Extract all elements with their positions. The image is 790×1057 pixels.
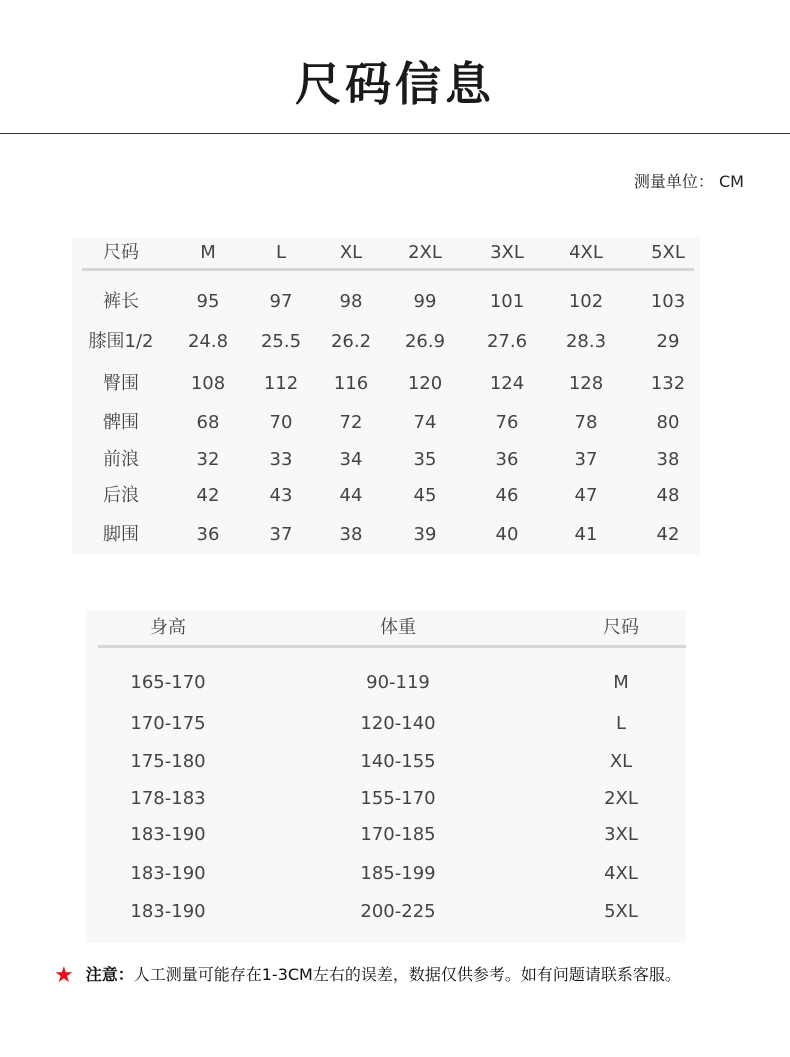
measurement-value: 42: [196, 485, 220, 506]
measurement-value: 74: [413, 412, 437, 433]
fit-header-cell: 体重: [380, 617, 416, 638]
measurement-label: 髀围: [103, 412, 139, 433]
size-column-header: 尺码: [103, 242, 139, 263]
measurement-value: 40: [495, 524, 519, 545]
fit-table-cell: L: [615, 713, 627, 734]
fit-table-panel: [86, 610, 686, 943]
measurement-value: 45: [413, 485, 437, 506]
fit-table-cell: 200-225: [360, 901, 436, 922]
fit-table-cell: 4XL: [604, 863, 638, 884]
measurement-value: 48: [656, 485, 680, 506]
fit-header-cell: 尺码: [603, 617, 639, 638]
measurement-value: 132: [650, 373, 686, 394]
fit-table-cell: 165-170: [130, 672, 206, 693]
fit-table-cell: 185-199: [360, 863, 436, 884]
star-icon: ★: [54, 963, 74, 988]
measurement-value: 35: [413, 449, 437, 470]
measurement-label: 裤长: [103, 291, 139, 312]
measurement-label: 臀围: [103, 373, 139, 394]
fit-table-cell: 140-155: [360, 751, 436, 772]
measurement-value: 80: [656, 412, 680, 433]
fit-table-cell: 170-185: [360, 824, 436, 845]
fit-table-cell: 183-190: [130, 824, 206, 845]
measurement-label: 膝围1/2: [88, 331, 154, 352]
measurement-value: 76: [495, 412, 519, 433]
measurement-value: 38: [339, 524, 363, 545]
measurement-value: 98: [339, 291, 363, 312]
measurement-value: 37: [269, 524, 293, 545]
fit-table-cell: M: [613, 672, 629, 693]
size-header-cell: M: [200, 242, 216, 263]
measurement-label: 前浪: [103, 449, 139, 470]
fit-table-cell: 155-170: [360, 788, 436, 809]
measurement-value: 68: [196, 412, 220, 433]
fit-table-cell: 178-183: [130, 788, 206, 809]
measurement-value: 43: [269, 485, 293, 506]
measurement-value: 26.2: [330, 331, 372, 352]
measurement-value: 25.5: [260, 331, 302, 352]
measurement-value: 128: [568, 373, 604, 394]
title-divider: [0, 133, 790, 134]
measurement-value: 36: [196, 524, 220, 545]
disclaimer-note: [54, 962, 681, 988]
size-header-cell: 4XL: [569, 242, 603, 263]
measurement-value: 38: [656, 449, 680, 470]
size-header-cell: 2XL: [408, 242, 442, 263]
measurement-value: 70: [269, 412, 293, 433]
fit-header-cell: 身高: [150, 617, 186, 638]
measurement-value: 39: [413, 524, 437, 545]
fit-table-cell: 5XL: [604, 901, 638, 922]
measurement-label: 后浪: [103, 485, 139, 506]
measurement-value: 36: [495, 449, 519, 470]
measurement-value: 101: [489, 291, 525, 312]
measurement-value: 32: [196, 449, 220, 470]
fit-table-cell: 175-180: [130, 751, 206, 772]
measurement-value: 26.9: [404, 331, 446, 352]
fit-table-cell: 183-190: [130, 863, 206, 884]
measurement-value: 72: [339, 412, 363, 433]
size-header-cell: 5XL: [651, 242, 685, 263]
measurement-value: 28.3: [565, 331, 607, 352]
measurement-value: 95: [196, 291, 220, 312]
measurement-value: 97: [269, 291, 293, 312]
measurement-value: 103: [650, 291, 686, 312]
size-header-cell: 3XL: [490, 242, 524, 263]
note-text: 人工测量可能存在1-3CM左右的误差，数据仅供参考。如有问题请联系客服。: [133, 965, 681, 984]
measurement-value: 33: [269, 449, 293, 470]
measurement-value: 29: [656, 331, 680, 352]
measurement-unit: 测量单位： CM: [633, 172, 744, 191]
size-table-panel: [72, 238, 700, 554]
measurement-value: 108: [190, 373, 226, 394]
size-header-cell: L: [275, 242, 287, 263]
measurement-value: 34: [339, 449, 363, 470]
measurement-value: 116: [333, 373, 369, 394]
measurement-value: 46: [495, 485, 519, 506]
measurement-value: 24.8: [187, 331, 229, 352]
fit-table-cell: 183-190: [130, 901, 206, 922]
measurement-value: 124: [489, 373, 525, 394]
fit-table-cell: 120-140: [360, 713, 436, 734]
measurement-value: 44: [339, 485, 363, 506]
measurement-value: 78: [574, 412, 598, 433]
note-label: 注意：: [85, 965, 134, 984]
page-title: 尺码信息: [295, 57, 495, 111]
measurement-value: 120: [407, 373, 443, 394]
fit-table-cell: 90-119: [366, 672, 430, 693]
size-table-header-divider: [82, 268, 694, 271]
measurement-value: 102: [568, 291, 604, 312]
measurement-label: 脚围: [103, 524, 139, 545]
measurement-value: 27.6: [486, 331, 528, 352]
measurement-value: 99: [413, 291, 437, 312]
fit-table-cell: 3XL: [604, 824, 638, 845]
measurement-value: 41: [574, 524, 598, 545]
measurement-value: 112: [263, 373, 299, 394]
fit-table-cell: 2XL: [604, 788, 638, 809]
fit-table-cell: 170-175: [130, 713, 206, 734]
measurement-value: 47: [574, 485, 598, 506]
fit-table-header-divider: [98, 645, 686, 648]
measurement-value: 37: [574, 449, 598, 470]
measurement-value: 42: [656, 524, 680, 545]
size-header-cell: XL: [339, 242, 363, 263]
fit-table-cell: XL: [609, 751, 633, 772]
